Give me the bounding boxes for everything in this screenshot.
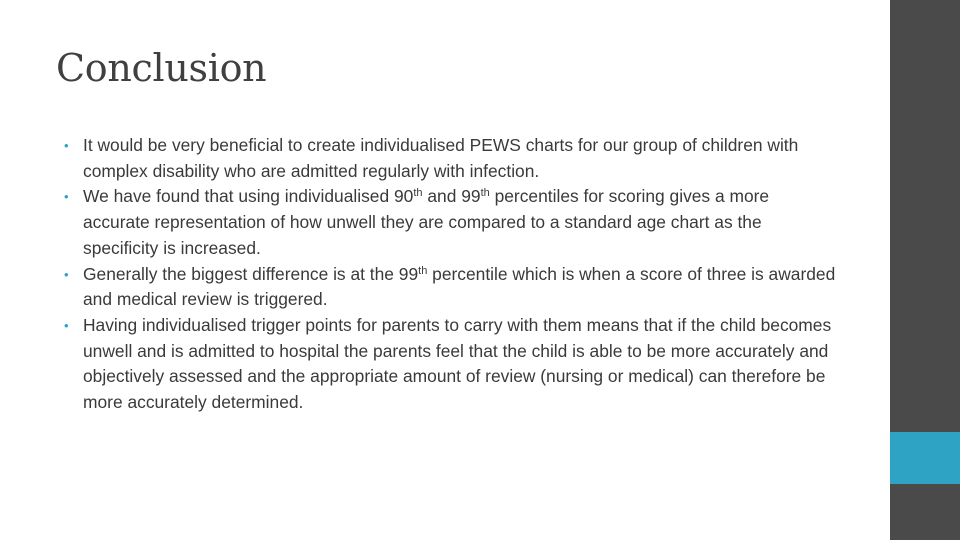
bullet-dot-icon: • bbox=[64, 189, 69, 205]
slide-title: Conclusion bbox=[56, 46, 267, 90]
bullet-list bbox=[64, 133, 839, 416]
bullet-text: It would be very beneficial to create individualised PEWS charts for our group of children with complex disability who are admitted regularly with infection. bbox=[83, 135, 799, 181]
bullet-text: Having individualised trigger points for parents to carry with them means that if the child becomes unwell and is admitted to hospital the parents feel that the child is able to be more accurately and objectively assessed and the appropriate amount of review (nursing or medical) can therefore be more accurately determined. bbox=[83, 314, 832, 413]
bullet-dot-icon: • bbox=[64, 266, 69, 282]
bullet-item bbox=[64, 133, 839, 184]
bullet-text: We have found that using individualised 90th and 99th percentiles for scoring gives a more accurate representation of how unwell they are compared to a standard age chart as the specificity is increased. bbox=[83, 186, 770, 258]
side-accent-block bbox=[890, 432, 960, 484]
bullet-item bbox=[64, 262, 839, 313]
bullet-item bbox=[64, 184, 839, 261]
bullet-dot-icon: • bbox=[64, 138, 69, 153]
bullet-item bbox=[64, 313, 839, 416]
bullet-text: Generally the biggest difference is at the 99th percentile which is when a score of three is awarded and medical review is triggered. bbox=[83, 263, 836, 310]
bullet-dot-icon: • bbox=[64, 317, 69, 333]
